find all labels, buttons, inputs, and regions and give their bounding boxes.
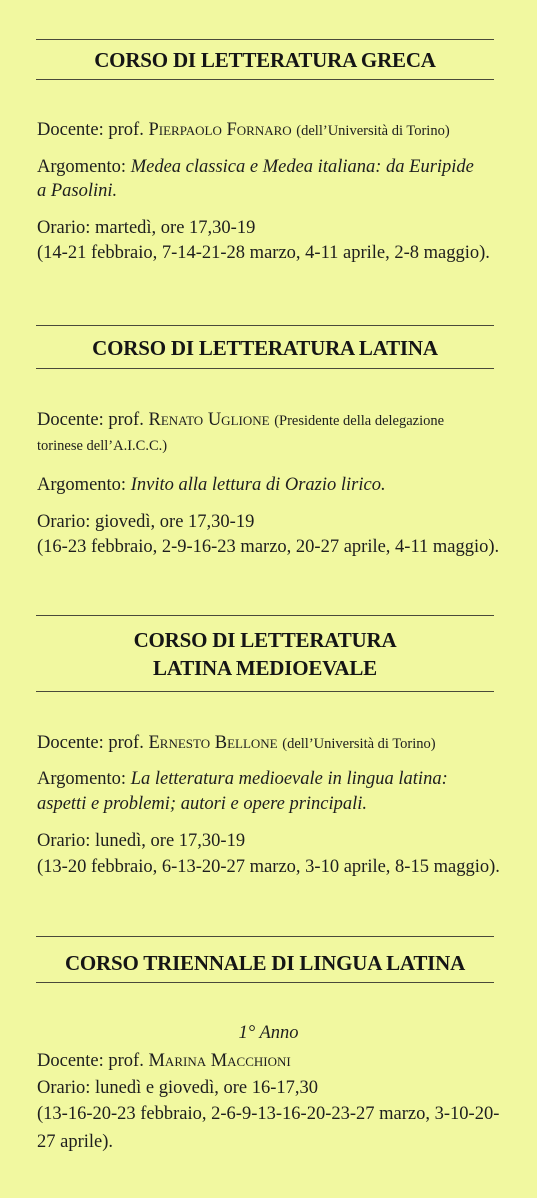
argomento-line: [37, 767, 448, 791]
orario-line: Orario: lunedì e giovedì, ore 16-17,30: [37, 1078, 319, 1098]
docente-name: Marina Macchioni: [148, 1051, 291, 1071]
argomento-text: Invito alla lettura di Orazio lirico.: [130, 475, 386, 495]
date-line: (13-16-20-23 febbraio, 2-6-9-13-16-20-23-27 marzo, 3-10-20-: [37, 1104, 500, 1124]
docente-affiliation: (Presidente della delegazione: [274, 413, 445, 429]
section-divider-bottom: [36, 79, 494, 80]
section-divider-top: [36, 39, 494, 40]
argomento-line: [37, 473, 386, 497]
date-line: (16-23 febbraio, 2-9-16-23 marzo, 20-27 aprile, 4-11 maggio).: [37, 537, 500, 557]
course-title: CORSO DI LETTERATURA LATINA: [92, 336, 438, 360]
year-label: 1° Anno: [238, 1023, 299, 1043]
docente-line: [37, 118, 450, 143]
docente-label: Docente: prof.: [37, 410, 144, 430]
argomento-label: Argomento:: [37, 769, 127, 789]
date-line-continued: 27 aprile).: [37, 1132, 114, 1152]
orario-line: Orario: giovedì, ore 17,30-19: [37, 512, 255, 532]
argomento-label: Argomento:: [37, 475, 127, 495]
docente-name: Ernesto Bellone: [148, 733, 278, 753]
date-line: (14-21 febbraio, 7-14-21-28 marzo, 4-11 aprile, 2-8 maggio).: [37, 243, 490, 263]
docente-line: [37, 1049, 291, 1073]
argomento-text-continued: a Pasolini.: [37, 181, 118, 201]
argomento-line: [37, 155, 474, 179]
docente-line: [37, 408, 444, 433]
docente-name: Renato Uglione: [148, 410, 270, 430]
course-title: CORSO DI LETTERATURA GRECA: [94, 48, 436, 72]
section-divider-bottom: [36, 368, 494, 369]
section-divider-top: [36, 325, 494, 326]
docente-label: Docente: prof.: [37, 120, 144, 140]
docente-label: Docente: prof.: [37, 733, 144, 753]
docente-line: [37, 731, 436, 756]
course-title-continued: LATINA MEDIOEVALE: [153, 656, 377, 680]
docente-affiliation: (dell’Università di Torino): [296, 123, 450, 139]
orario-line: Orario: lunedì, ore 17,30-19: [37, 831, 246, 851]
docente-name: Pierpaolo Fornaro: [148, 120, 292, 140]
argomento-text-continued: aspetti e problemi; autori e opere principali.: [37, 794, 368, 814]
course-title: CORSO DI LETTERATURA: [133, 628, 397, 652]
docente-affiliation-continued: torinese dell’A.I.C.C.): [37, 438, 168, 454]
docente-affiliation: (dell’Università di Torino): [282, 736, 436, 752]
argomento-text: La letteratura medioevale in lingua latina:: [130, 769, 448, 789]
argomento-label: Argomento:: [37, 157, 127, 177]
course-title: CORSO TRIENNALE DI LINGUA LATINA: [64, 951, 466, 975]
argomento-text: Medea classica e Medea italiana: da Euripide: [130, 157, 474, 177]
section-divider-bottom: [36, 691, 494, 692]
date-line: (13-20 febbraio, 6-13-20-27 marzo, 3-10 aprile, 8-15 maggio).: [37, 857, 500, 877]
section-divider-top: [36, 615, 494, 616]
orario-line: Orario: martedì, ore 17,30-19: [37, 218, 256, 238]
section-divider-top: [36, 936, 494, 937]
section-divider-bottom: [36, 982, 494, 983]
docente-label: Docente: prof.: [37, 1051, 144, 1071]
